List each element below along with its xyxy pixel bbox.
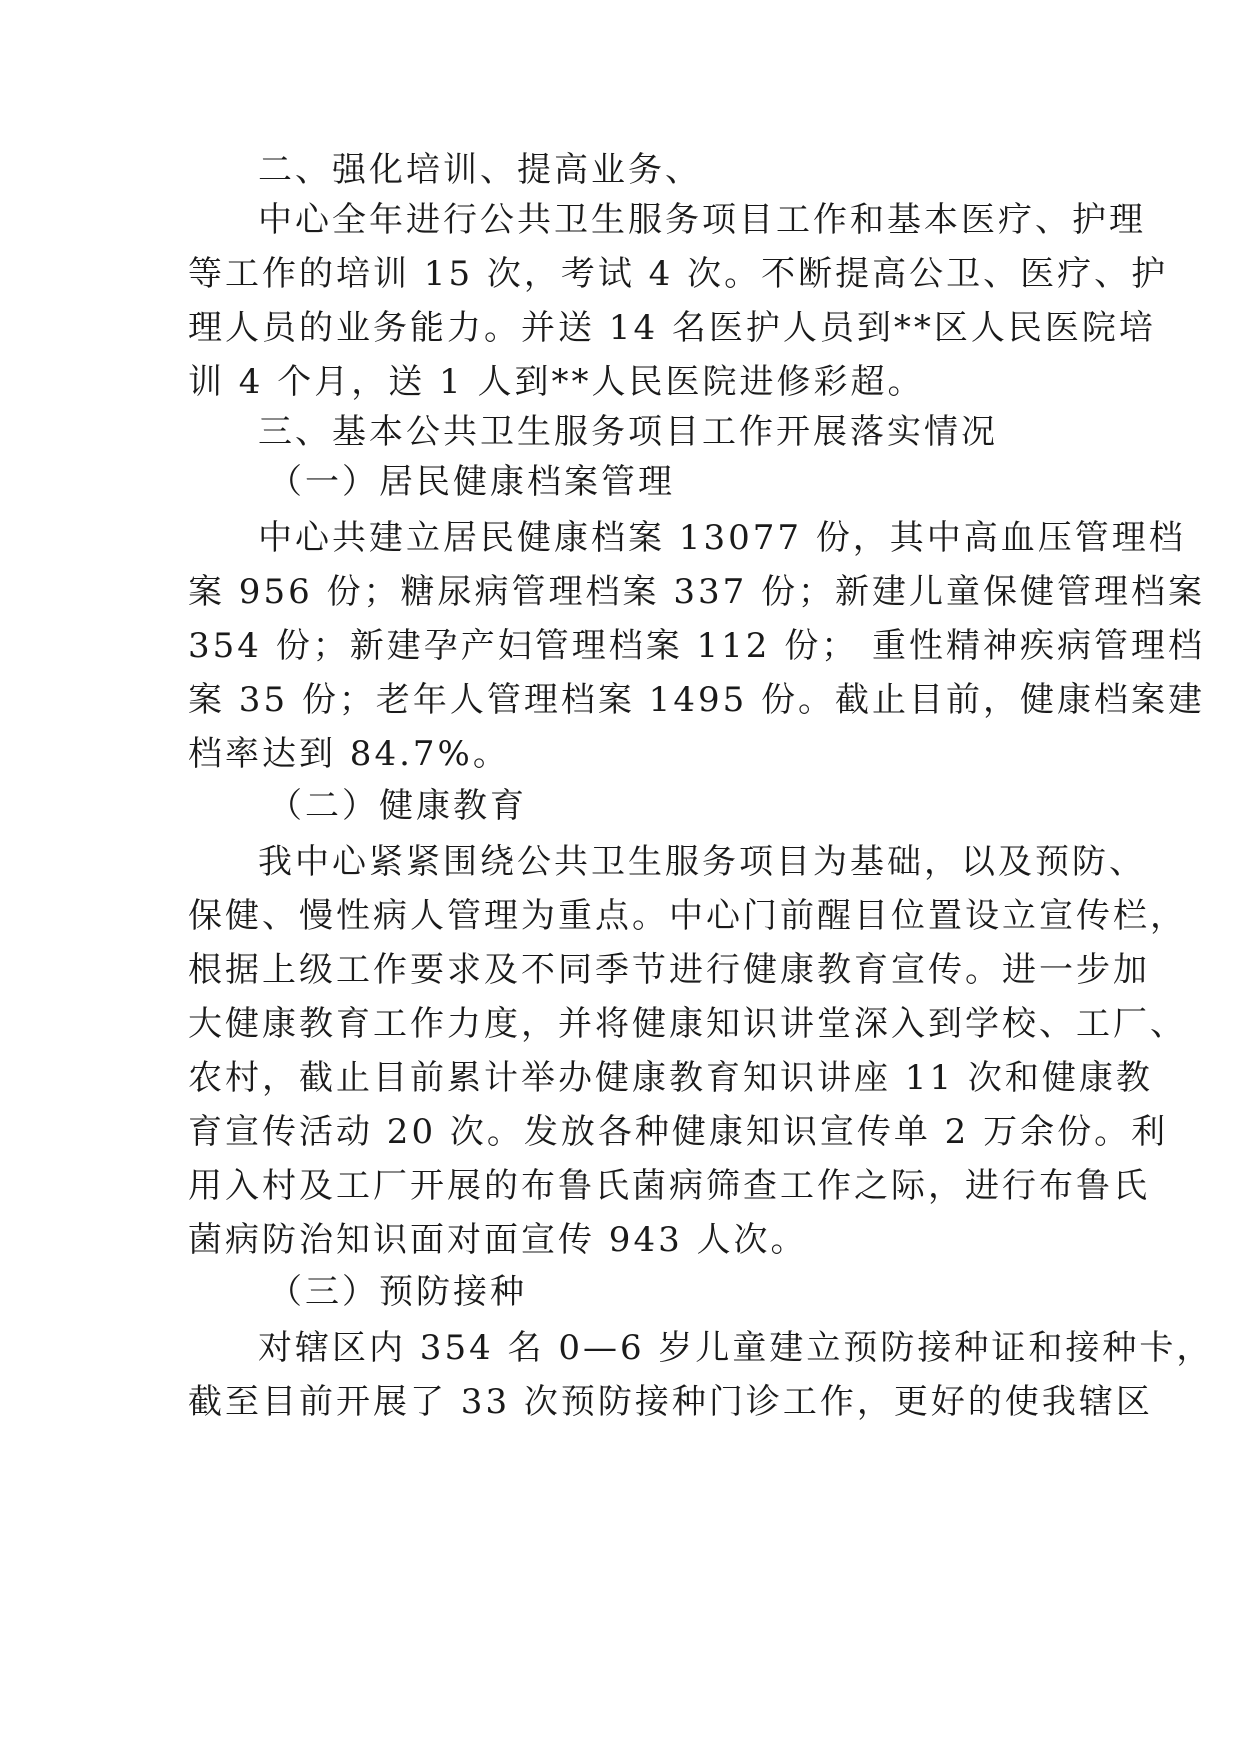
paragraph-line: 根据上级工作要求及不同季节进行健康教育宣传。进一步加 xyxy=(188,950,1150,990)
paragraph-line: 我中心紧紧围绕公共卫生服务项目为基础，以及预防、 xyxy=(258,842,1146,882)
subsection-heading-2: （二）健康教育 xyxy=(268,786,527,826)
paragraph-line: 保健、慢性病人管理为重点。中心门前醒目位置设立宣传栏， xyxy=(188,896,1187,936)
paragraph-line: 中心共建立居民健康档案 13077 份，其中高血压管理档 xyxy=(258,518,1186,558)
paragraph-line: 等工作的培训 15 次，考试 4 次。不断提高公卫、医疗、护 xyxy=(188,254,1169,294)
paragraph-line: 训 4 个月，送 1 人到**人民医院进修彩超。 xyxy=(188,362,925,402)
paragraph-line: 理人员的业务能力。并送 14 名医护人员到**区人民医院培 xyxy=(188,308,1156,348)
paragraph-line: 中心全年进行公共卫生服务项目工作和基本医疗、护理 xyxy=(258,200,1146,240)
subsection-heading-1: （一）居民健康档案管理 xyxy=(268,462,675,502)
paragraph-line: 育宣传活动 20 次。发放各种健康知识宣传单 2 万余份。利 xyxy=(188,1112,1169,1152)
paragraph-line: 菌病防治知识面对面宣传 943 人次。 xyxy=(188,1220,808,1260)
paragraph-line: 用入村及工厂开展的布鲁氏菌病筛查工作之际，进行布鲁氏 xyxy=(188,1166,1150,1206)
paragraph-line: 档率达到 84.7%。 xyxy=(188,734,510,774)
paragraph-line: 案 35 份；老年人管理档案 1495 份。截止目前，健康档案建 xyxy=(188,680,1206,720)
paragraph-line: 案 956 份；糖尿病管理档案 337 份；新建儿童保健管理档案 xyxy=(188,572,1206,612)
subsection-heading-3: （三）预防接种 xyxy=(268,1272,527,1312)
paragraph-line: 农村，截止目前累计举办健康教育知识讲座 11 次和健康教 xyxy=(188,1058,1153,1098)
section-heading-2: 二、强化培训、提高业务、 xyxy=(258,150,702,190)
section-heading-3: 三、基本公共卫生服务项目工作开展落实情况 xyxy=(258,412,998,452)
paragraph-line: 354 份；新建孕产妇管理档案 112 份； 重性精神疾病管理档 xyxy=(188,626,1206,666)
paragraph-line: 截至目前开展了 33 次预防接种门诊工作，更好的使我辖区 xyxy=(188,1382,1153,1422)
paragraph-line: 大健康教育工作力度，并将健康知识讲堂深入到学校、工厂、 xyxy=(188,1004,1187,1044)
paragraph-line: 对辖区内 354 名 0—6 岁儿童建立预防接种证和接种卡， xyxy=(258,1328,1214,1368)
